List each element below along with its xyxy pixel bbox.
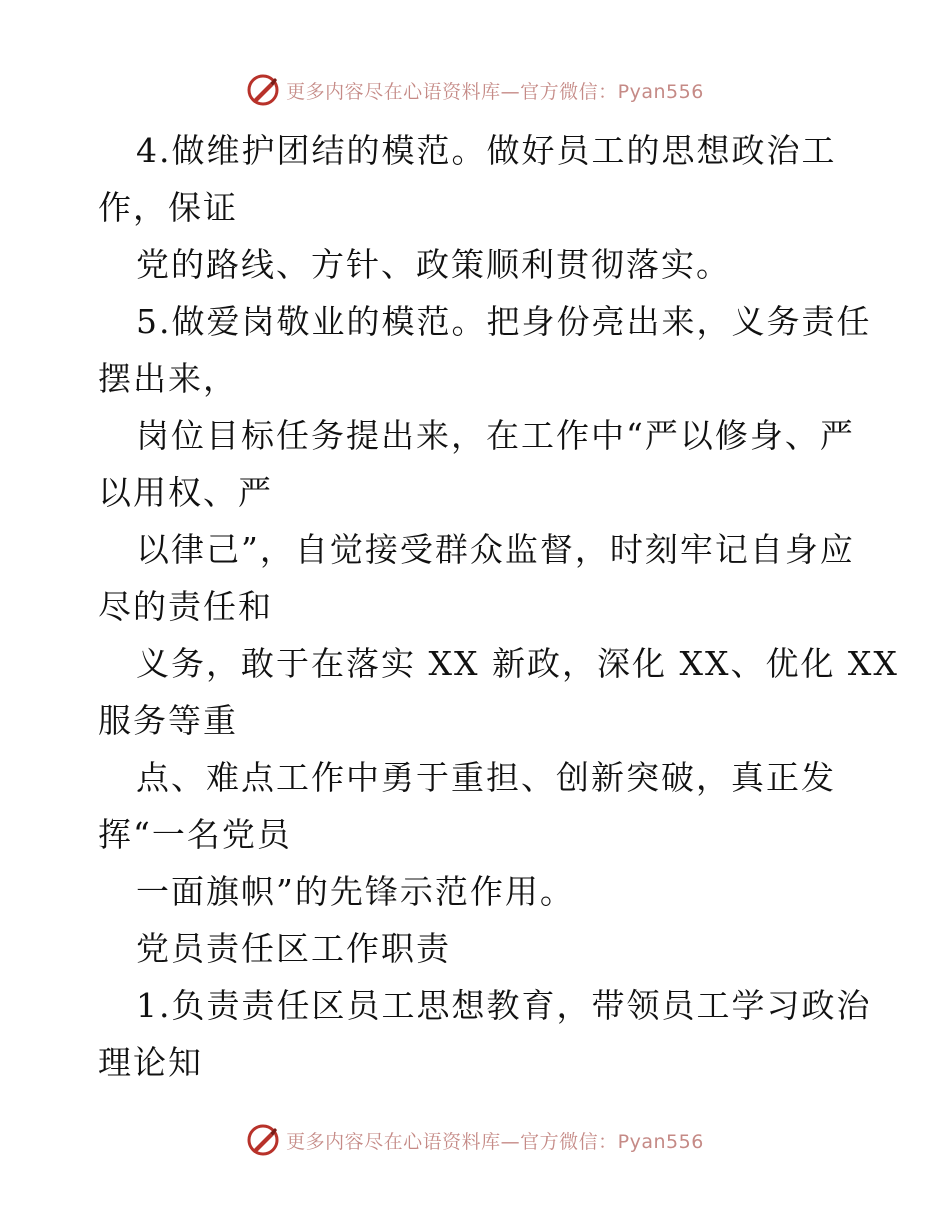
header-watermark xyxy=(0,70,950,110)
text-line: 4.做维护团结的模范。做好员工的思想政治工 xyxy=(136,131,837,170)
text-line: 以用权、严 xyxy=(98,473,273,512)
footer-watermark xyxy=(0,1120,950,1160)
text-line: 理论知 xyxy=(98,1043,203,1082)
text-line: 岗位目标任务提出来，在工作中“严以修身、严 xyxy=(136,416,855,455)
text-line: 作，保证 xyxy=(98,188,238,227)
document-body xyxy=(98,122,899,1091)
text-line: 尽的责任和 xyxy=(98,587,273,626)
text-line: 点、难点工作中勇于重担、创新突破，真正发 xyxy=(136,758,836,797)
text-line: 党的路线、方针、政策顺利贯彻落实。 xyxy=(136,245,731,284)
text-line: 党员责任区工作职责 xyxy=(136,929,451,968)
text-line: 义务，敢于在落实 XX 新政，深化 XX、优化 XX xyxy=(136,644,899,683)
text-line: 1.负责责任区员工思想教育，带领员工学习政治 xyxy=(136,986,872,1025)
text-line: 服务等重 xyxy=(98,701,238,740)
pen-logo-icon xyxy=(246,1123,280,1157)
text-line: 摆出来， xyxy=(98,359,238,398)
watermark-text: 更多内容尽在心语资料库—官方微信：Pyan556 xyxy=(286,1130,704,1153)
watermark-text: 更多内容尽在心语资料库—官方微信：Pyan556 xyxy=(286,80,704,103)
text-line: 一面旗帜”的先锋示范作用。 xyxy=(136,872,575,911)
pen-logo-icon xyxy=(246,73,280,107)
text-line: 以律己”，自觉接受群众监督，时刻牢记自身应 xyxy=(136,530,855,569)
text-line: 5.做爱岗敬业的模范。把身份亮出来，义务责任 xyxy=(136,302,872,341)
text-line: 挥“一名党员 xyxy=(98,815,292,854)
